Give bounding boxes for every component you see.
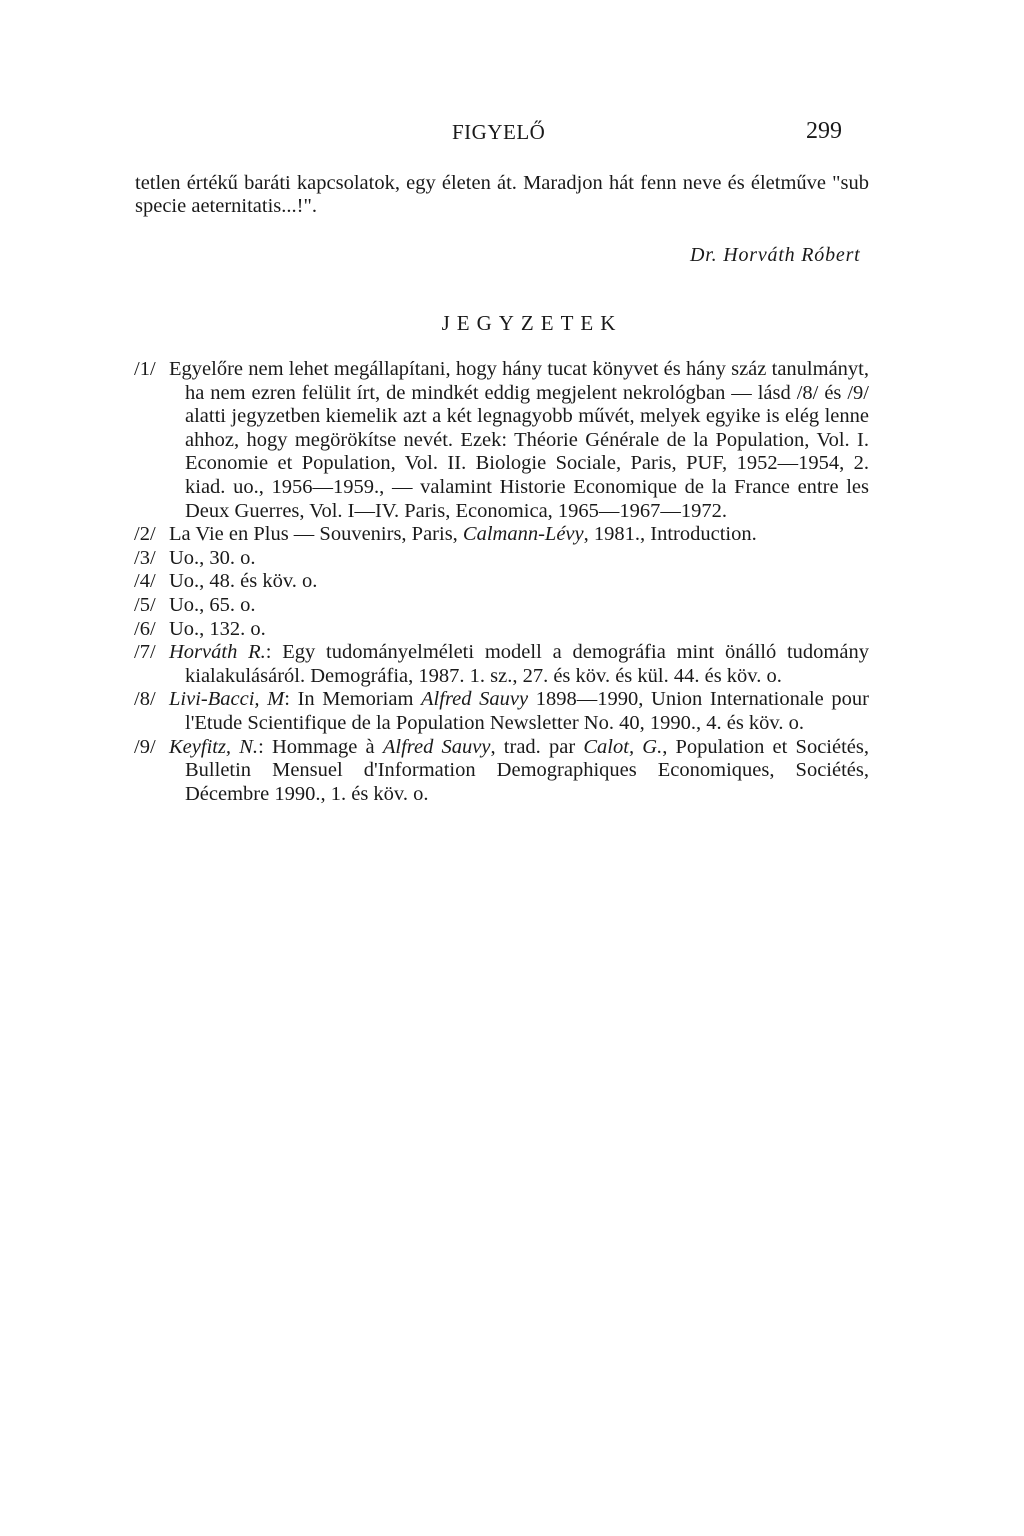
note-text: , Population et Sociétés, Bulletin Mensuel d'Information Demographiques Economiques, Sociétés, Décembre 1990., 1. és köv. o.: [185, 735, 869, 805]
note-item: [134, 618, 869, 642]
note-number: /6/: [134, 617, 156, 640]
note-number: /9/: [134, 735, 156, 758]
note-item: [134, 358, 869, 523]
note-number: /1/: [134, 358, 156, 380]
note-italic-text: Alfred Sauvy: [382, 735, 491, 758]
note-item: [134, 570, 869, 594]
note-number: /3/: [134, 546, 156, 569]
note-text: , trad. par: [490, 735, 584, 758]
note-text: : Hommage à: [258, 735, 383, 758]
note-number: /7/: [134, 641, 156, 664]
note-text: La Vie en Plus — Souvenirs, Paris,: [169, 523, 463, 546]
note-item: [134, 523, 869, 547]
note-number: /4/: [134, 570, 156, 593]
note-italic-text: Alfred Sauvy: [421, 688, 529, 711]
note-number: /5/: [134, 593, 156, 616]
notes-list: [134, 358, 869, 806]
note-text: Uo., 65. o.: [169, 593, 256, 616]
note-text: 1898—1990, Union Internationale pour l'Etude Scientifique de la Population Newsletter No. 40, 1990., 4. és köv. o.: [185, 688, 869, 734]
note-text: Uo., 48. és köv. o.: [169, 570, 318, 593]
note-text: , 1981., Introduction.: [583, 523, 757, 546]
running-header-title: FIGYELŐ: [452, 120, 546, 144]
note-item: [134, 594, 869, 618]
note-italic-text: Calot, G.: [583, 735, 663, 758]
note-italic-text: Livi-Bacci, M: [169, 688, 285, 711]
note-text: Uo., 132. o.: [169, 617, 266, 640]
note-text: : Egy tudományelméleti modell a demográfia mint önálló tudomány kialakulásáról. Demográfia, 1987. 1. sz., 27. és köv. és kül. 44. és köv. o.: [185, 641, 869, 687]
note-number: /8/: [134, 688, 156, 711]
note-italic-text: Calmann-Lévy: [462, 523, 584, 546]
body-paragraph: tetlen értékű baráti kapcsolatok, egy életen át. Maradjon hát fenn neve és életműve "sub specie aeternitatis...!".: [135, 172, 869, 217]
body-text: [135, 172, 869, 218]
note-text: Egyelőre nem lehet megállapítani, hogy hány tucat könyvet és hány száz tanulmányt, ha nem ezren felülit írt, de mindkét eddig megjelent nekrológban — lásd /8/ és /9/ alatti jegyzetben kiemelik azt a két legnagyobb művét, melyek egyike is elég lenne ahhoz, hogy megörökítse nevét. Ezek: Théorie Générale de la Population, Vol. I. Economie et Population, Vol. II. Biologie Sociale, Paris, PUF, 1952—1954, 2. kiad. uo., 1956—1959., — valamint Historie Economique de la France entre les Deux Guerres, Vol. I—IV. Paris, Economica, 1965—1967—1972.: [169, 358, 869, 522]
note-text: Uo., 30. o.: [169, 546, 256, 569]
note-text: : In Memoriam: [284, 688, 422, 711]
note-number: /2/: [134, 523, 156, 546]
note-item: [134, 547, 869, 571]
note-italic-text: Horváth R.: [169, 641, 266, 664]
author-signature: Dr. Horváth Róbert: [690, 244, 861, 266]
note-italic-text: Keyfitz, N.: [169, 735, 259, 758]
section-title: JEGYZETEK: [441, 311, 623, 335]
note-item: [134, 641, 869, 688]
note-item: [134, 688, 869, 735]
page-number: 299: [806, 118, 842, 144]
note-item: [134, 736, 869, 807]
